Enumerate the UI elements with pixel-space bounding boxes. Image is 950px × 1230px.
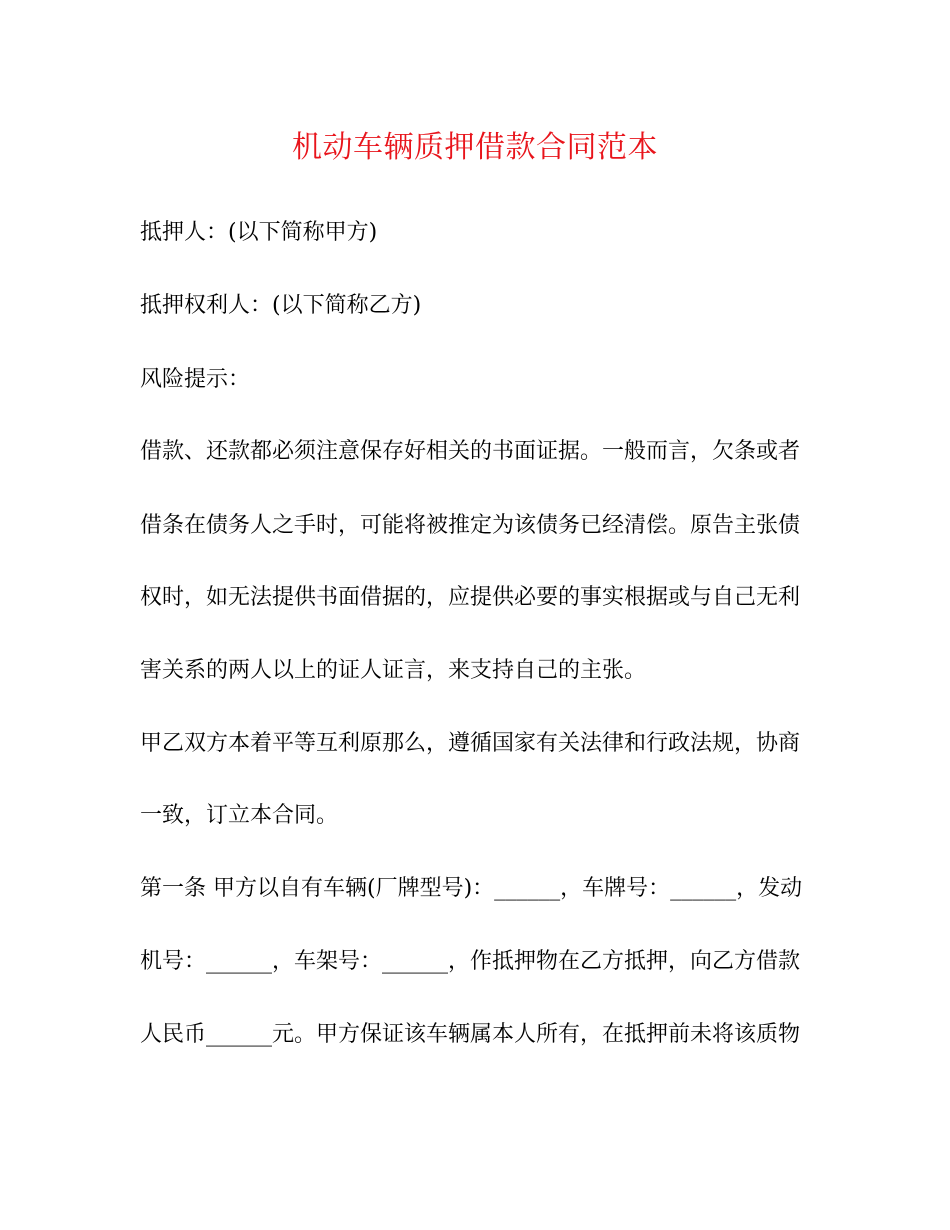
text-line: 借条在债务人之手时，可能将被推定为该债务已经清偿。原告主张债 (140, 513, 801, 538)
text-line-risk-heading: 风险提示： (140, 367, 251, 392)
text-line: 一致，订立本合同。 (140, 803, 339, 828)
text-line: 人民币______元。甲方保证该车辆属本人所有，在抵押前未将该质物 (140, 1022, 801, 1047)
text-line-article-1: 第一条 甲方以自有车辆(厂牌型号)：______，车牌号：______，发动 (140, 876, 803, 901)
text-line: 借款、还款都必须注意保存好相关的书面证据。一般而言，欠条或者 (140, 439, 801, 464)
document-title: 机动车辆质押借款合同范本 (292, 130, 658, 165)
text-line: 机号：______，车架号：______，作抵押物在乙方抵押，向乙方借款 (140, 949, 801, 974)
text-line: 甲乙双方本着平等互利原那么，遵循国家有关法律和行政法规，协商 (140, 731, 801, 756)
text-line: 害关系的两人以上的证人证言，来支持自己的主张。 (140, 658, 647, 683)
text-line-mortgagor: 抵押人：(以下简称甲方) (140, 220, 378, 245)
text-line-mortgagee: 抵押权利人：(以下简称乙方) (140, 293, 422, 318)
text-line: 权时，如无法提供书面借据的，应提供必要的事实根据或与自己无利 (140, 585, 801, 610)
